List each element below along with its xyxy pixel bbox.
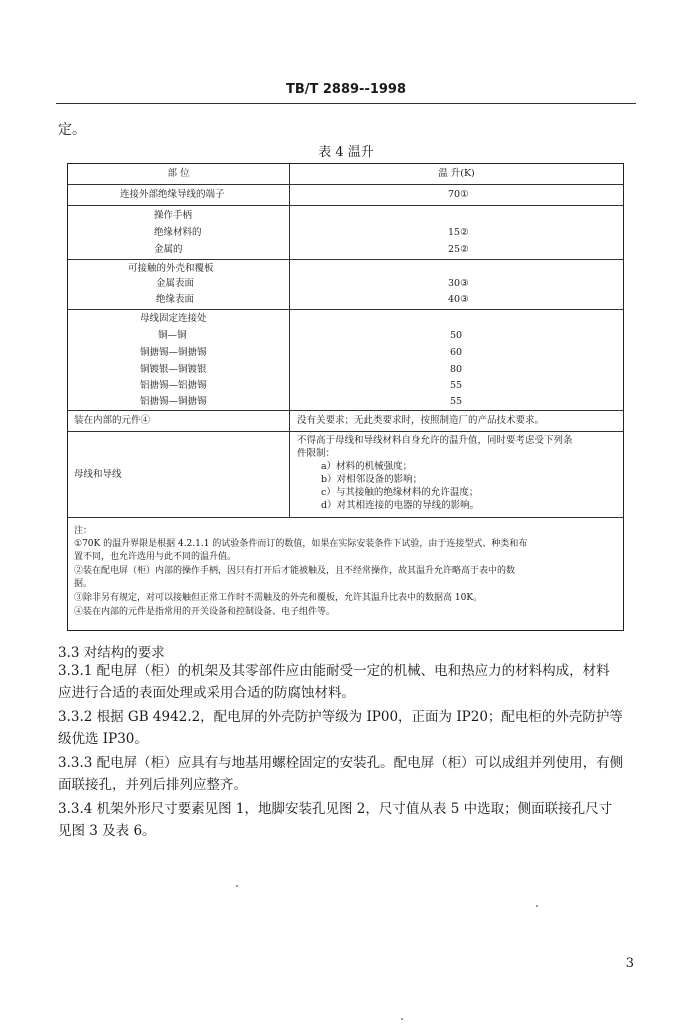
col-header-part: 部 位: [167, 168, 190, 179]
internal-components-part: 装在内部的元件④: [74, 415, 151, 426]
row-value: 40③: [448, 294, 469, 305]
standard-code-header: TB/T 2889--1998: [285, 82, 407, 97]
table-note: ①70K 的温升界限是根据 4.2.1.1 的试验条件而订的数值，如果在实际安装条件下试验，由于连接型式、种类和布: [74, 539, 528, 549]
col-header-temp-rise: 温 升(K): [438, 168, 475, 179]
row-part: 铜搪锡—铜搪锡: [140, 347, 207, 358]
row-divider: [68, 259, 623, 260]
busbar-part: 母线和导线: [74, 469, 122, 480]
busbar-line: b）对相邻设备的影响；: [321, 474, 423, 485]
row-value: 50: [450, 330, 463, 341]
header-divider: [68, 184, 623, 185]
paragraph-3-3-3: [58, 752, 638, 796]
table-caption: 表 4 温升: [318, 145, 374, 160]
notes-divider: [68, 517, 623, 518]
row-part: 操作手柄: [154, 210, 193, 221]
row-part: 铜镀银—铜镀银: [140, 364, 207, 375]
row-value: 70①: [448, 189, 469, 200]
table-note: 置不同，也允许选用与此不同的温升值。: [74, 552, 237, 562]
scan-speck: [236, 885, 238, 887]
paragraph-line: 3.3.1 配电屏（柜）的机架及其零部件应由能耐受一定的机械、电和热应力的材料构成，材料: [58, 663, 610, 679]
row-part: 母线固定连接处: [140, 313, 207, 324]
row-part: 铜—铜: [158, 330, 187, 341]
page-number: 3: [625, 956, 634, 971]
row-value: 25②: [448, 244, 469, 255]
row-part: 绝缘材料的: [154, 227, 202, 238]
temperature-rise-table: [67, 163, 624, 631]
busbar-line: a）材料的机械强度；: [321, 461, 413, 472]
table-note: ②装在配电屏（柜）内部的操作手柄，因只有打开后才能被触及，且不经常操作，故其温升允许略高于表中的数: [74, 566, 516, 576]
row-part: 绝缘表面: [156, 294, 195, 305]
paragraph-3-3-4: [58, 798, 638, 842]
paragraph-3-3-2: [58, 706, 638, 750]
row-part: 连接外部绝缘导线的端子: [120, 189, 225, 200]
busbar-line: d）对其相连接的电器的导线的影响。: [321, 500, 480, 511]
table-note: 据。: [74, 579, 93, 589]
row-part: 铝搪锡—铜搪锡: [140, 396, 207, 407]
row-part: 金属的: [154, 244, 183, 255]
row-value: 55: [450, 396, 463, 407]
table-note: ③除非另有规定，对可以接触但正常工作时不需触及的外壳和覆板，允许其温升比表中的数据高 10K。: [74, 593, 483, 603]
scan-speck: [536, 905, 538, 907]
row-divider: [68, 410, 623, 411]
section-heading-3-3: 3.3 对结构的要求: [58, 645, 165, 661]
row-part: 铝搪锡—铝搪锡: [140, 380, 207, 391]
table-note: 注：: [74, 526, 93, 536]
row-part: 可接触的外壳和覆板: [128, 263, 214, 274]
internal-components-value: 没有关要求；无此类要求时，按照制造厂的产品技术要求。: [297, 415, 545, 426]
paragraph-line: 3.3.2 根据 GB 4942.2，配电屏的外壳防护等级为 IP00，正面为 IP20；配电柜的外壳防护等: [58, 709, 623, 725]
row-value: 55: [450, 380, 463, 391]
table-note: ④装在内部的元件是指常用的开关设备和控制设备、电子组件等。: [74, 607, 336, 617]
paragraph-3-3-1: [58, 660, 638, 704]
paragraph-line: 见图 3 及表 6。: [58, 823, 156, 839]
paragraph-line: 级优选 IP30。: [58, 731, 148, 747]
row-value: 30③: [448, 278, 469, 289]
row-value: 15②: [448, 227, 469, 238]
row-value: 60: [450, 347, 463, 358]
busbar-line: c）与其接触的绝缘材料的允许温度；: [321, 487, 479, 498]
paragraph-line: 应进行合适的表面处理或采用合适的防腐蚀材料。: [58, 685, 355, 701]
column-divider: [289, 164, 290, 517]
row-divider: [68, 309, 623, 310]
row-part: 金属表面: [156, 278, 195, 289]
row-divider: [68, 431, 623, 432]
row-value: 80: [450, 364, 463, 375]
paragraph-line: 3.3.3 配电屏（柜）应具有与地基用螺栓固定的安装孔。配电屏（柜）可以成组并列使用，有侧: [58, 755, 624, 771]
paragraph-line: 面联接孔，并列后排列应整齐。: [58, 777, 247, 793]
busbar-line: 不得高于母线和导线材料自身允许的温升值，同时要考虑受下列条: [297, 435, 573, 446]
continued-text: 定。: [58, 122, 86, 138]
header-rule: [56, 103, 636, 104]
busbar-line: 件限制：: [297, 448, 336, 459]
paragraph-line: 3.3.4 机架外形尺寸要素见图 1，地脚安装孔见图 2，尺寸值从表 5 中选取；侧面联接孔尺寸: [58, 801, 613, 817]
scan-speck: [401, 1018, 403, 1020]
row-divider: [68, 205, 623, 206]
